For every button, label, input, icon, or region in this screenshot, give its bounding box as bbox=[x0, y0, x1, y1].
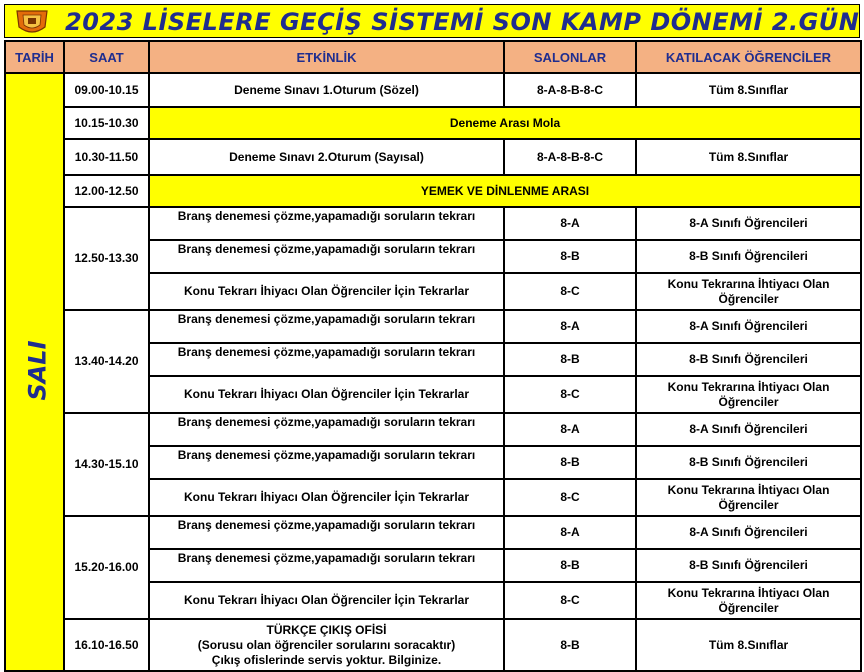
time-cell: 10.30-11.50 bbox=[64, 139, 149, 175]
students-cell: Tüm 8.Sınıflar bbox=[636, 139, 861, 175]
col-header-etkinlik: ETKİNLİK bbox=[149, 41, 504, 73]
students-cell: Tüm 8.Sınıflar bbox=[636, 619, 861, 671]
students-cell: Tüm 8.Sınıflar bbox=[636, 73, 861, 107]
table-row bbox=[5, 107, 861, 139]
students-cell: 8-B Sınıfı Öğrencileri bbox=[636, 446, 861, 479]
hall-cell: 8-A-8-B-8-C bbox=[504, 73, 636, 107]
activity-cell: Konu Tekrarı İhiyacı Olan Öğrenciler İçin Tekrarlar bbox=[149, 582, 504, 619]
hall-cell: 8-A bbox=[504, 516, 636, 549]
hall-cell: 8-C bbox=[504, 376, 636, 413]
hall-cell: 8-B bbox=[504, 240, 636, 273]
hall-cell: 8-C bbox=[504, 273, 636, 310]
table-row bbox=[5, 619, 861, 671]
students-cell: 8-B Sınıfı Öğrencileri bbox=[636, 240, 861, 273]
table-row bbox=[5, 73, 861, 107]
table-row bbox=[5, 310, 861, 343]
time-cell: 13.40-14.20 bbox=[64, 310, 149, 413]
time-cell: 14.30-15.10 bbox=[64, 413, 149, 516]
break-cell: YEMEK VE DİNLENME ARASI bbox=[149, 175, 861, 207]
hall-cell: 8-C bbox=[504, 479, 636, 516]
activity-cell: Branş denemesi çözme,yapamadığı soruların tekrarı bbox=[149, 207, 504, 240]
time-cell: 10.15-10.30 bbox=[64, 107, 149, 139]
col-header-saat: SAAT bbox=[64, 41, 149, 73]
activity-cell: Konu Tekrarı İhiyacı Olan Öğrenciler İçin Tekrarlar bbox=[149, 273, 504, 310]
students-cell: 8-A Sınıfı Öğrencileri bbox=[636, 310, 861, 343]
hall-cell: 8-A-8-B-8-C bbox=[504, 139, 636, 175]
break-cell: Deneme Arası Mola bbox=[149, 107, 861, 139]
activity-cell: Branş denemesi çözme,yapamadığı soruların tekrarı bbox=[149, 413, 504, 446]
table-row bbox=[5, 413, 861, 446]
hall-cell: 8-A bbox=[504, 310, 636, 343]
students-cell: 8-A Sınıfı Öğrencileri bbox=[636, 516, 861, 549]
activity-cell: Branş denemesi çözme,yapamadığı soruların tekrarı bbox=[149, 549, 504, 582]
students-cell: 8-B Sınıfı Öğrencileri bbox=[636, 549, 861, 582]
activity-cell: Branş denemesi çözme,yapamadığı soruların tekrarı bbox=[149, 516, 504, 549]
students-cell: Konu Tekrarına İhtiyacı Olan Öğrenciler bbox=[636, 479, 861, 516]
day-cell bbox=[5, 73, 64, 671]
time-cell: 15.20-16.00 bbox=[64, 516, 149, 619]
students-cell: Konu Tekrarına İhtiyacı Olan Öğrenciler bbox=[636, 273, 861, 310]
title-bar bbox=[4, 4, 860, 38]
hall-cell: 8-B bbox=[504, 446, 636, 479]
students-cell: 8-B Sınıfı Öğrencileri bbox=[636, 343, 861, 376]
table-row bbox=[5, 175, 861, 207]
students-cell: 8-A Sınıfı Öğrencileri bbox=[636, 207, 861, 240]
students-cell: 8-A Sınıfı Öğrencileri bbox=[636, 413, 861, 446]
header-row bbox=[5, 41, 861, 73]
activity-cell: Branş denemesi çözme,yapamadığı soruların tekrarı bbox=[149, 446, 504, 479]
time-cell: 12.00-12.50 bbox=[64, 175, 149, 207]
school-logo-icon bbox=[13, 7, 51, 37]
activity-cell: Konu Tekrarı İhiyacı Olan Öğrenciler İçin Tekrarlar bbox=[149, 479, 504, 516]
students-cell: Konu Tekrarına İhtiyacı Olan Öğrenciler bbox=[636, 376, 861, 413]
table-row bbox=[5, 516, 861, 549]
table-row bbox=[5, 207, 861, 240]
activity-cell: Deneme Sınavı 2.Oturum (Sayısal) bbox=[149, 139, 504, 175]
col-header-ogrenciler: KATILACAK ÖĞRENCİLER bbox=[636, 41, 861, 73]
col-header-salonlar: SALONLAR bbox=[504, 41, 636, 73]
hall-cell: 8-A bbox=[504, 207, 636, 240]
activity-cell: Branş denemesi çözme,yapamadığı soruların tekrarı bbox=[149, 310, 504, 343]
col-header-tarih: TARİH bbox=[5, 41, 64, 73]
hall-cell: 8-B bbox=[504, 619, 636, 671]
hall-cell: 8-B bbox=[504, 549, 636, 582]
students-cell: Konu Tekrarına İhtiyacı Olan Öğrenciler bbox=[636, 582, 861, 619]
time-cell: 12.50-13.30 bbox=[64, 207, 149, 310]
table-row bbox=[5, 139, 861, 175]
activity-cell: TÜRKÇE ÇIKIŞ OFİSİ (Sorusu olan öğrenciler sorularını soracaktır) Çıkış ofislerinde servis yoktur. Bilginize. bbox=[149, 619, 504, 671]
activity-cell: Deneme Sınavı 1.Oturum (Sözel) bbox=[149, 73, 504, 107]
page-title: 2023 LİSELERE GEÇİŞ SİSTEMİ SON KAMP DÖNEMİ 2.GÜN bbox=[65, 8, 860, 36]
activity-cell: Branş denemesi çözme,yapamadığı soruların tekrarı bbox=[149, 343, 504, 376]
hall-cell: 8-C bbox=[504, 582, 636, 619]
time-cell: 09.00-10.15 bbox=[64, 73, 149, 107]
activity-cell: Branş denemesi çözme,yapamadığı soruların tekrarı bbox=[149, 240, 504, 273]
schedule-table bbox=[4, 40, 862, 672]
hall-cell: 8-A bbox=[504, 413, 636, 446]
day-label: SALI bbox=[23, 339, 52, 401]
hall-cell: 8-B bbox=[504, 343, 636, 376]
activity-cell: Konu Tekrarı İhiyacı Olan Öğrenciler İçin Tekrarlar bbox=[149, 376, 504, 413]
time-cell: 16.10-16.50 bbox=[64, 619, 149, 671]
